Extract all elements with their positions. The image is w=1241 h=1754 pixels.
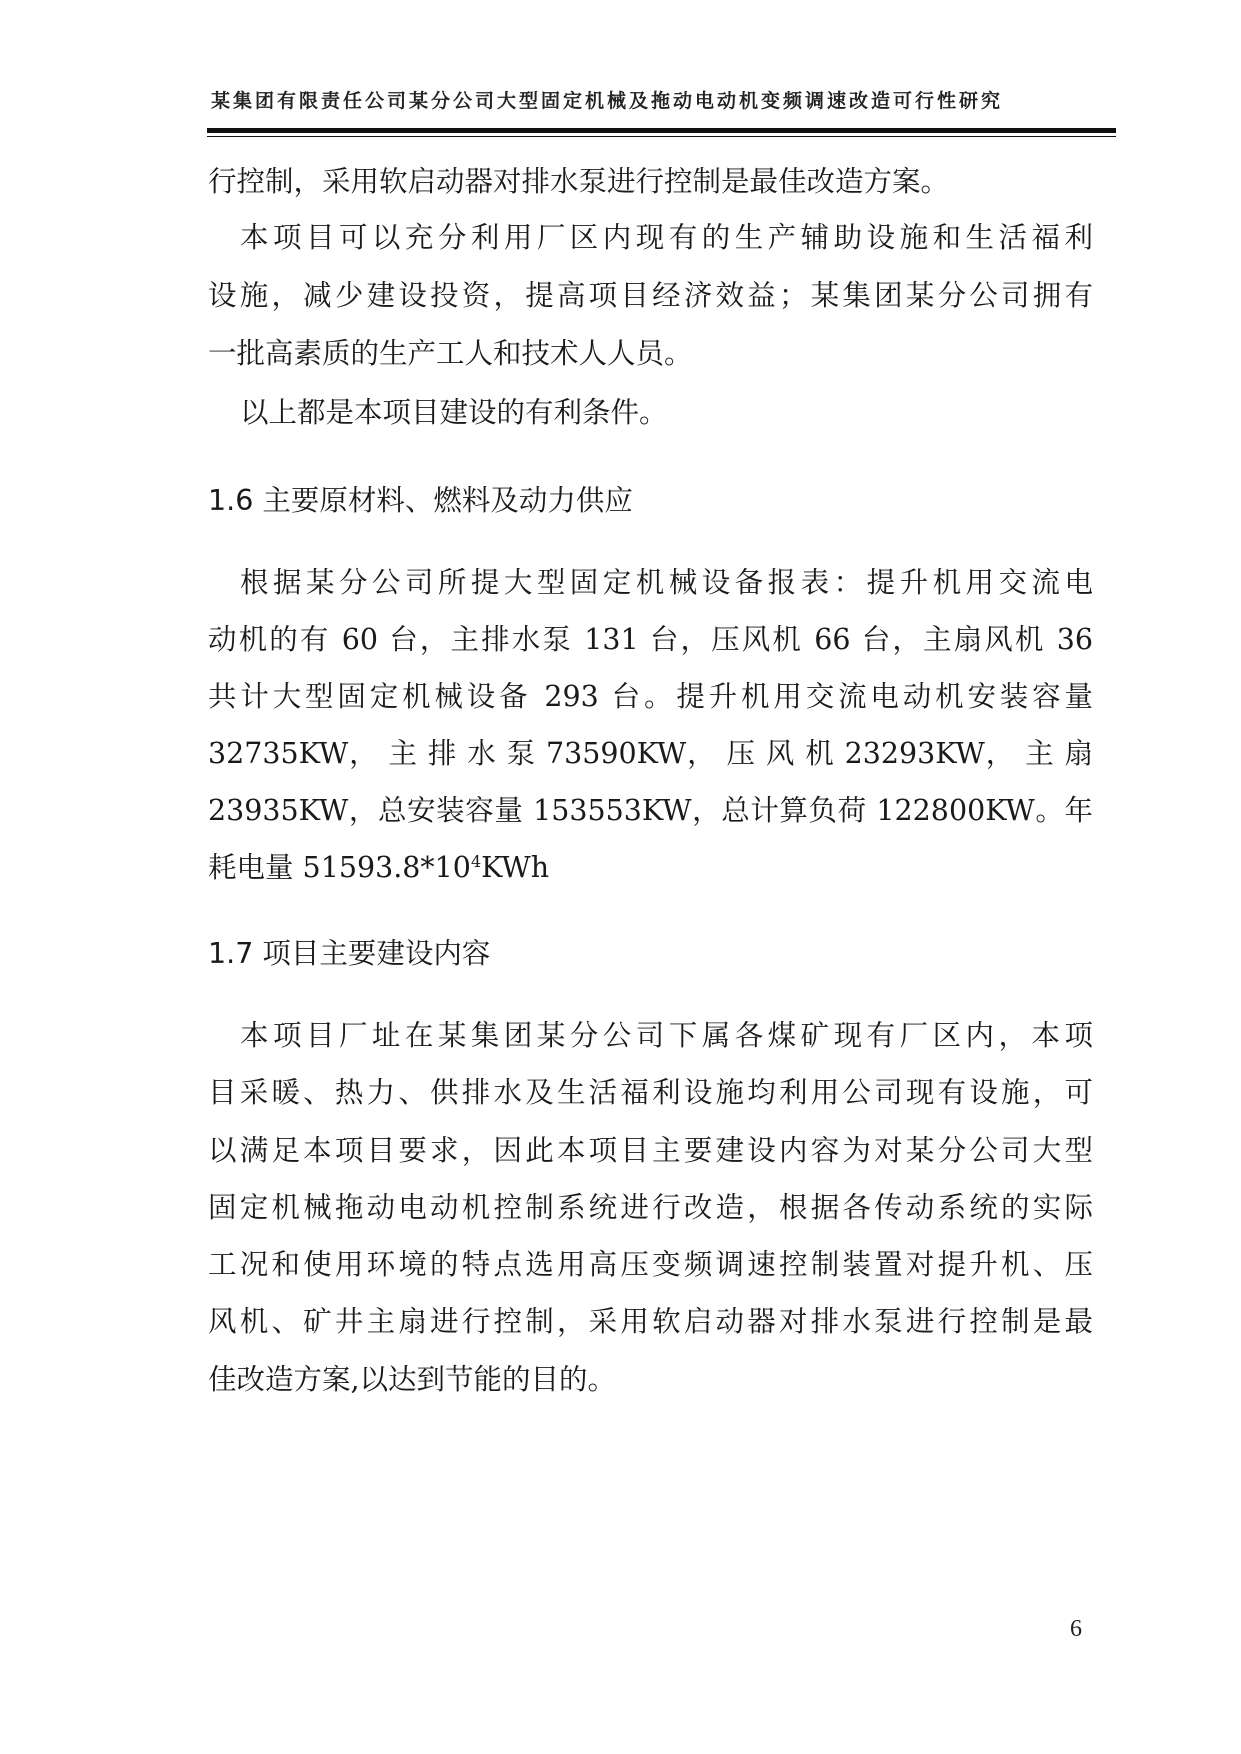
- header-rule-thin: [207, 136, 1116, 137]
- paragraph-line: 以上都是本项目建设的有利条件。: [240, 396, 668, 429]
- paragraph-line: 本项目厂址在某集团某分公司下属各煤矿现有厂区内，本项: [240, 1019, 1093, 1052]
- energy-consumption-text: 耗电量 51593.8*10: [208, 851, 471, 884]
- paragraph-line: 共计大型固定机械设备 293 台。提升机用交流电动机安装容量: [208, 680, 1093, 713]
- paragraph-line: 根据某分公司所提大型固定机械设备报表：提升机用交流电: [240, 566, 1093, 599]
- paragraph-line: 风机、矿井主扇进行控制，采用软启动器对排水泵进行控制是最: [208, 1305, 1093, 1338]
- paragraph-line: 固定机械拖动电动机控制系统进行改造，根据各传动系统的实际: [208, 1191, 1093, 1224]
- paragraph-line: 本项目可以充分利用厂区内现有的生产辅助设施和生活福利: [240, 221, 1093, 254]
- header-title: 某集团有限责任公司某分公司大型固定机械及拖动电动机变频调速改造可行性研究: [211, 90, 1004, 112]
- paragraph-line: 行控制，采用软启动器对排水泵进行控制是最佳改造方案。: [208, 165, 950, 198]
- header-rule-thick: [207, 128, 1116, 133]
- paragraph-line: 工况和使用环境的特点选用高压变频调速控制装置对提升机、压: [208, 1248, 1093, 1281]
- paragraph-line: 佳改造方案,以达到节能的目的。: [208, 1363, 617, 1396]
- paragraph-line: 一批高素质的生产工人和技术人人员。: [208, 337, 693, 370]
- page-number: 6: [1070, 1616, 1082, 1642]
- paragraph-line: 32735KW， 主 排 水 泵 73590KW， 压 风 机 23293KW， 主 扇: [208, 737, 1093, 770]
- paragraph-line: [208, 848, 549, 888]
- paragraph-line: 以满足本项目要求，因此本项目主要建设内容为对某分公司大型: [208, 1134, 1093, 1167]
- paragraph-line: 动机的有 60 台，主排水泵 131 台，压风机 66 台，主扇风机 36: [208, 623, 1093, 656]
- section-heading-1-7: 1.7 项目主要建设内容: [208, 937, 491, 970]
- exponent: 4: [470, 852, 482, 871]
- paragraph-line: 23935KW，总安装容量 153553KW，总计算负荷 122800KW。年: [208, 794, 1093, 827]
- paragraph-line: 目采暖、热力、供排水及生活福利设施均利用公司现有设施，可: [208, 1076, 1093, 1109]
- section-heading-1-6: 1.6 主要原材料、燃料及动力供应: [208, 484, 633, 517]
- unit-text: KWh: [481, 851, 550, 884]
- paragraph-line: 设施，减少建设投资，提高项目经济效益；某集团某分公司拥有: [208, 279, 1093, 312]
